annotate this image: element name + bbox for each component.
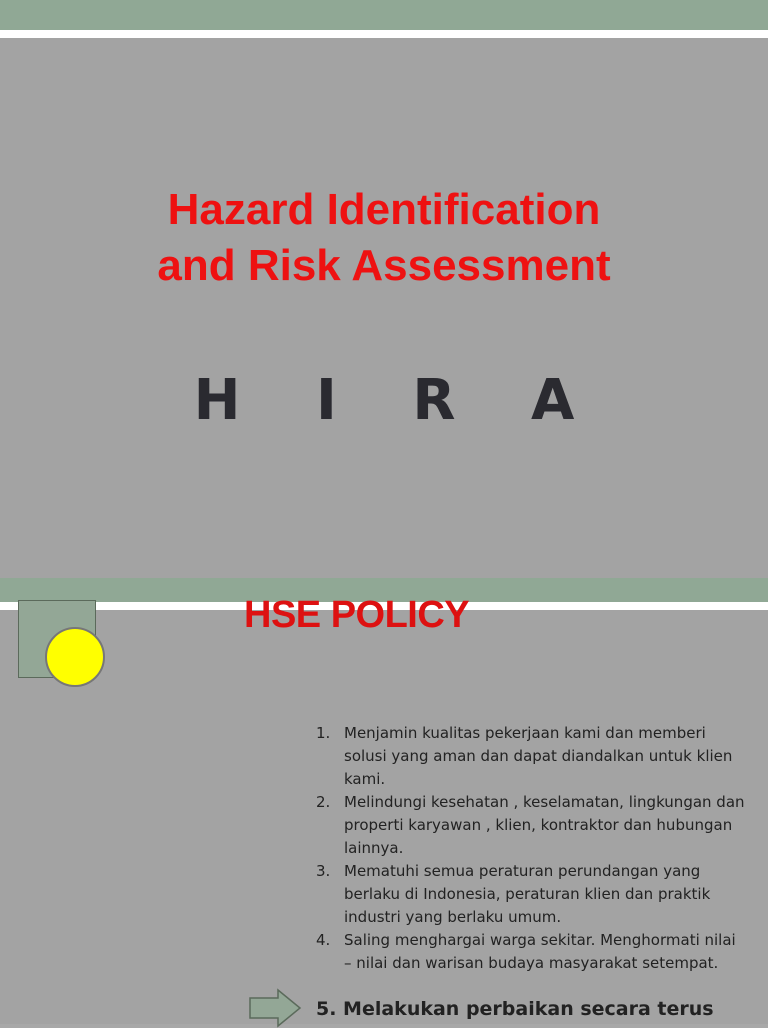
- item-number: 3.: [316, 862, 331, 880]
- title-line-1: Hazard Identification: [167, 185, 601, 234]
- acronym-hira: H I R A: [193, 368, 603, 433]
- slide-title-text: [0, 182, 768, 294]
- item-text: Melindungi kesehatan , keselamatan, lingkungan dan properti karyawan , klien, kontraktor dan hubungan lainnya.: [344, 793, 745, 857]
- yellow-circle-shape: [45, 627, 105, 687]
- policy-list: [316, 722, 746, 975]
- policy-title: HSE POLICY: [244, 594, 470, 636]
- item-text: Mematuhi semua peraturan perundangan yang berlaku di Indonesia, peraturan klien dan praktik industri yang berlaku umum.: [344, 862, 711, 926]
- list-item: [316, 929, 746, 975]
- title-line-2: and Risk Assessment: [157, 241, 611, 290]
- list-item-5: 5. Melakukan perbaikan secara terus: [316, 998, 714, 1020]
- top-divider: [0, 30, 768, 38]
- item-text: Saling menghargai warga sekitar. Menghormati nilai – nilai dan warisan budaya masyarakat setempat.: [344, 931, 736, 972]
- list-item: [316, 791, 746, 860]
- slide-hse-policy: [0, 578, 768, 1024]
- item-number: 2.: [316, 793, 331, 811]
- right-arrow-icon: [248, 988, 302, 1028]
- item-number: 1.: [316, 724, 331, 742]
- item-text: Menjamin kualitas pekerjaan kami dan memberi solusi yang aman dan dapat diandalkan untuk klien kami.: [344, 724, 733, 788]
- list-item: [316, 722, 746, 791]
- top-band: [0, 0, 768, 30]
- item-number: 4.: [316, 931, 331, 949]
- list-item: [316, 860, 746, 929]
